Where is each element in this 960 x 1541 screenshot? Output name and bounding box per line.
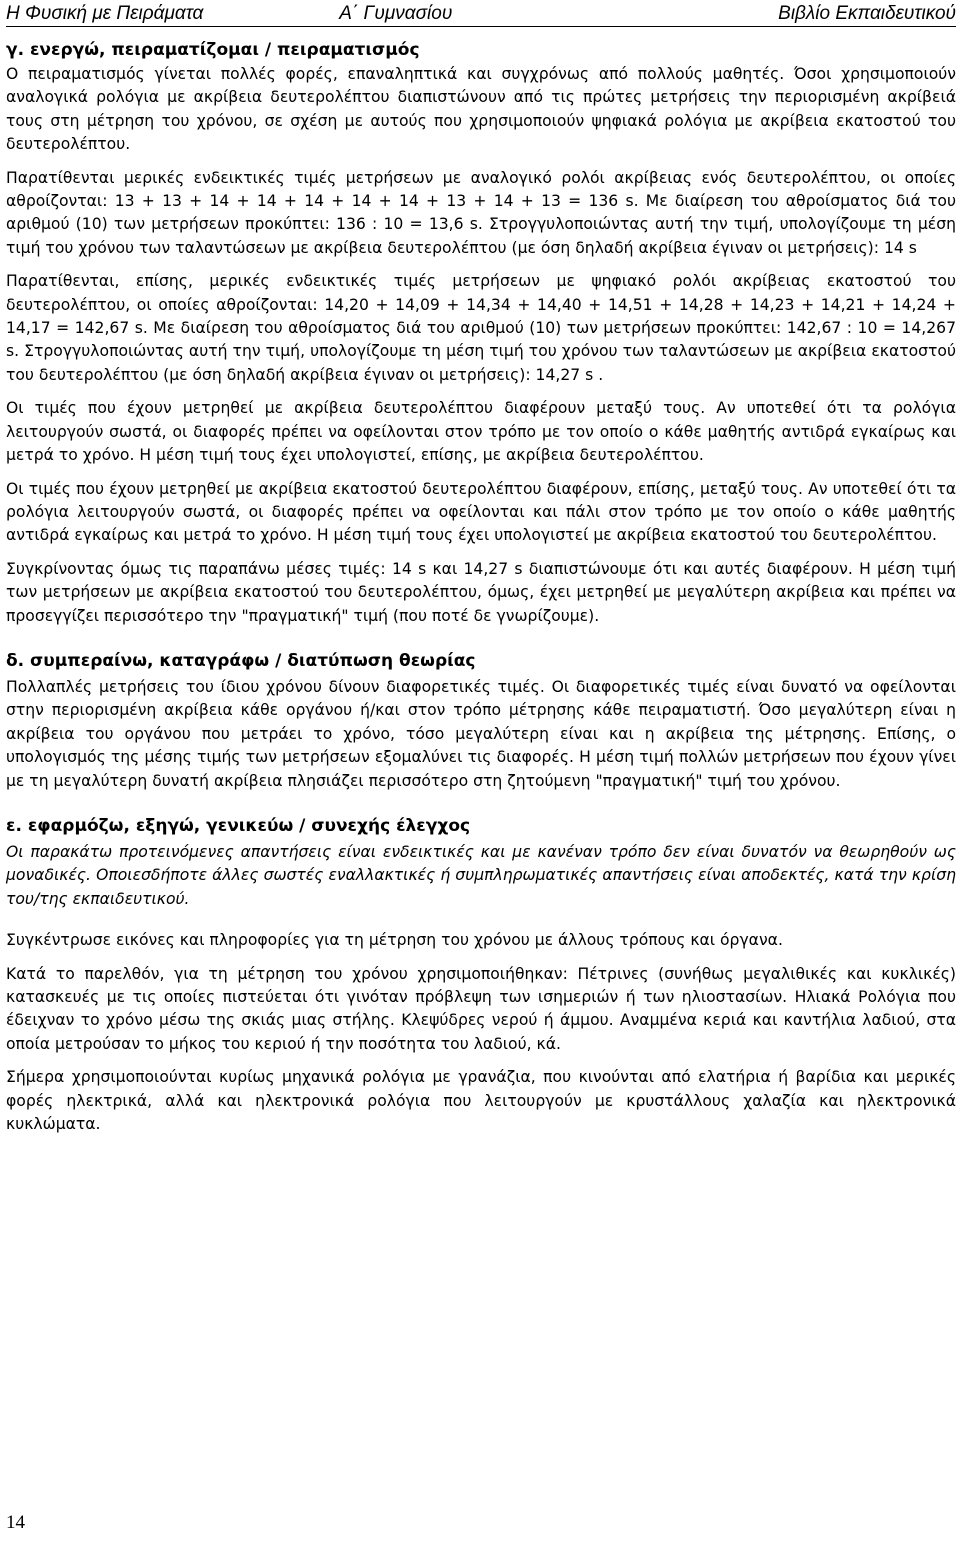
header-grade: Α΄ Γυμνασίου — [339, 3, 453, 24]
section-e-note: Οι παρακάτω προτεινόμενες απαντήσεις είναι ενδεικτικές και με κανέναν τρόπο δεν είναι δυνατόν να θεωρηθούν ως μοναδικές. Οποιεσδήποτε άλλες σωστές εναλλακτικές ή συμπληρωματικές απαντήσεις είναι αποδεκτές, κατά την κρίση του/της εκπαιδευτικού. — [6, 842, 956, 908]
section-g-paragraph-4: Οι τιμές που έχουν μετρηθεί με ακρίβεια δευτερολέπτου διαφέρουν μεταξύ τους. Αν υποτεθεί ότι τα ρολόγια λειτουργούν σωστά, οι διαφορές πρέπει να οφείλονται στον τρόπο με τον οποίο ο κάθε μαθητής αντιδρά εγκαίρως και μετρά το χρόνο. Η μέση τιμή τους έχει υπολογιστεί, επίσης, με ακρίβεια δευτερολέπτου. — [6, 399, 956, 465]
section-g-paragraph-6: Συγκρίνοντας όμως τις παραπάνω μέσες τιμές: 14 s και 14,27 s διαπιστώνουμε ότι και αυτές διαφέρουν. Η μέση τιμή των μετρήσεων με ακρίβεια εκατοστού του δευτερολέπτου, όμως, έχει μετρηθεί με μεγαλύτερη ακρίβεια και πρέπει να προσεγγίζει περισσότερο την "πραγματική" τιμή (που ποτέ δε γνωρίζουμε). — [6, 559, 956, 625]
section-g-heading: γ. ενεργώ, πειραματίζομαι / πειραματισμός — [6, 40, 420, 60]
section-e-paragraph-3: Σήμερα χρησιμοποιούνται κυρίως μηχανικά ρολόγια με γρανάζια, που κινούνται από ελατήρια ή βαρίδια και μερικές φορές ηλεκτρικά, αλλά και ηλεκτρονικά ρολόγια που λειτουργούν με κρυστάλλους χαλαζία και ηλεκτρονικά κυκλώματα. — [6, 1068, 956, 1134]
section-d-heading: δ. συμπεραίνω, καταγράφω / διατύπωση θεωρίας — [6, 650, 476, 671]
section-d-paragraph-1: Πολλαπλές μετρήσεις του ίδιου χρόνου δίνουν διαφορετικές τιμές. Οι διαφορετικές τιμές είναι δυνατό να οφείλονται στην περιορισμένη ακρίβεια κάθε οργάνου ή/και στον τρόπο μέτρησης κάθε πειραματιστή. Όσο μεγαλύτερη είναι η ακρίβεια του οργάνου που μετράει το χρόνο, τόσο μεγαλύτερη είναι και η ακρίβεια της μέτρησης. Επίσης, ο υπολογισμός της μέσης τιμής των μετρήσεων εξομαλύνει τις διαφορές. Η μέση τιμή πολλών μετρήσεων που έχουν γίνει με τη μεγαλύτερη δυνατή ακρίβεια πλησιάζει περισσότερο στη ζητούμενη "πραγματική" τιμή του χρόνου. — [6, 677, 956, 790]
header-book-title: Η Φυσική με Πειράματα — [6, 3, 204, 24]
page-number: 14 — [6, 1512, 25, 1533]
page-header — [6, 0, 956, 27]
section-g-paragraph-2: Παρατίθενται μερικές ενδεικτικές τιμές μετρήσεων με αναλογικό ρολόι ακρίβειας ενός δευτερολέπτου, οι οποίες αθροίζονται: 13 + 13 + 14 + 14 + 14 + 14 + 14 + 13 + 14 + 13 = 136 s. Με διαίρεση του αθροίσματος διά του αριθμού (10) των μετρήσεων προκύπτει: 136 : 10 = 13,6 s. Στρογγυλοποιώντας αυτή την τιμή, υπολογίζουμε τη μέση τιμή του χρόνου των ταλαντώσεων με ακρίβεια δευτερολέπτου (με όση δηλαδή ακρίβεια έγιναν οι μετρήσεις): 14 s — [6, 168, 956, 257]
document-page — [6, 0, 956, 1146]
section-e-paragraph-2: Κατά το παρελθόν, για τη μέτρηση του χρόνου χρησιμοποιήθηκαν: Πέτρινες (συνήθως μεγαλιθικές και κυκλικές) κατασκευές με τις οποίες πιστεύεται ότι γινόταν πρόβλεψη των ισημεριών ή των ηλιοστασίων. Ηλιακά Ρολόγια που έδειχναν το χρόνο μέσω της σκιάς μιας στήλης. Κλεψύδρες νερού ή άμμου. Αναμμένα κεριά και καντήλια λαδιού, στα οποία μετρούσαν το μήκος του κεριού ή την ποσότητα του λαδιού, κά. — [6, 964, 956, 1053]
section-g-paragraph-5: Οι τιμές που έχουν μετρηθεί με ακρίβεια εκατοστού δευτερολέπτου διαφέρουν, επίσης, μεταξύ τους. Αν υποτεθεί ότι τα ρολόγια λειτουργούν σωστά, οι διαφορές πρέπει να οφείλονται και πάλι στον τρόπο με τον οποίο ο κάθε μαθητής αντιδρά εγκαίρως και μετρά το χρόνο. Η μέση τιμή τους έχει υπολογιστεί με ακρίβεια εκατοστού του δευτερολέπτου. — [6, 479, 956, 545]
section-e-paragraph-1: Συγκέντρωσε εικόνες και πληροφορίες για τη μέτρηση του χρόνου με άλλους τρόπους και όργανα. — [6, 931, 783, 950]
header-book-type: Βιβλίο Εκπαιδευτικού — [778, 3, 956, 24]
section-e-heading: ε. εφαρμόζω, εξηγώ, γενικεύω / συνεχής έλεγχος — [6, 815, 471, 836]
section-g-paragraph-3: Παρατίθενται, επίσης, μερικές ενδεικτικές τιμές μετρήσεων με ψηφιακό ρολόι ακρίβειας εκατοστού του δευτερολέπτου, οι οποίες αθροίζονται: 14,20 + 14,09 + 14,34 + 14,40 + 14,51 + 14,28 + 14,23 + 14,21 + 14,24 + 14,17 = 142,67 s. Με διαίρεση του αθροίσματος διά του αριθμού (10) των μετρήσεων προκύπτει: 142,67 : 10 = 14,267 s. Στρογγυλοποιώντας αυτή την τιμή, υπολογίζουμε τη μέση τιμή του χρόνου των ταλαντώσεων με ακρίβεια εκατοστού του δευτερολέπτου (με όση δηλαδή ακρίβεια έγιναν οι μετρήσεις): 14,27 s . — [6, 272, 956, 384]
section-g-paragraph-1: Ο πειραματισμός γίνεται πολλές φορές, επαναληπτικά και συγχρόνως από πολλούς μαθητές. Όσοι χρησιμοποιούν αναλογικά ρολόγια με ακρίβεια δευτερολέπτου διαπιστώνουν από τις πρώτες μετρήσεις την περιορισμένη ακρίβειά τους στη μέτρηση του χρόνου, σε σχέση με αυτούς που χρησιμοποιούν ψηφιακά ρολόγια με ακρίβεια εκατοστού του δευτερολέπτου. — [6, 65, 956, 154]
